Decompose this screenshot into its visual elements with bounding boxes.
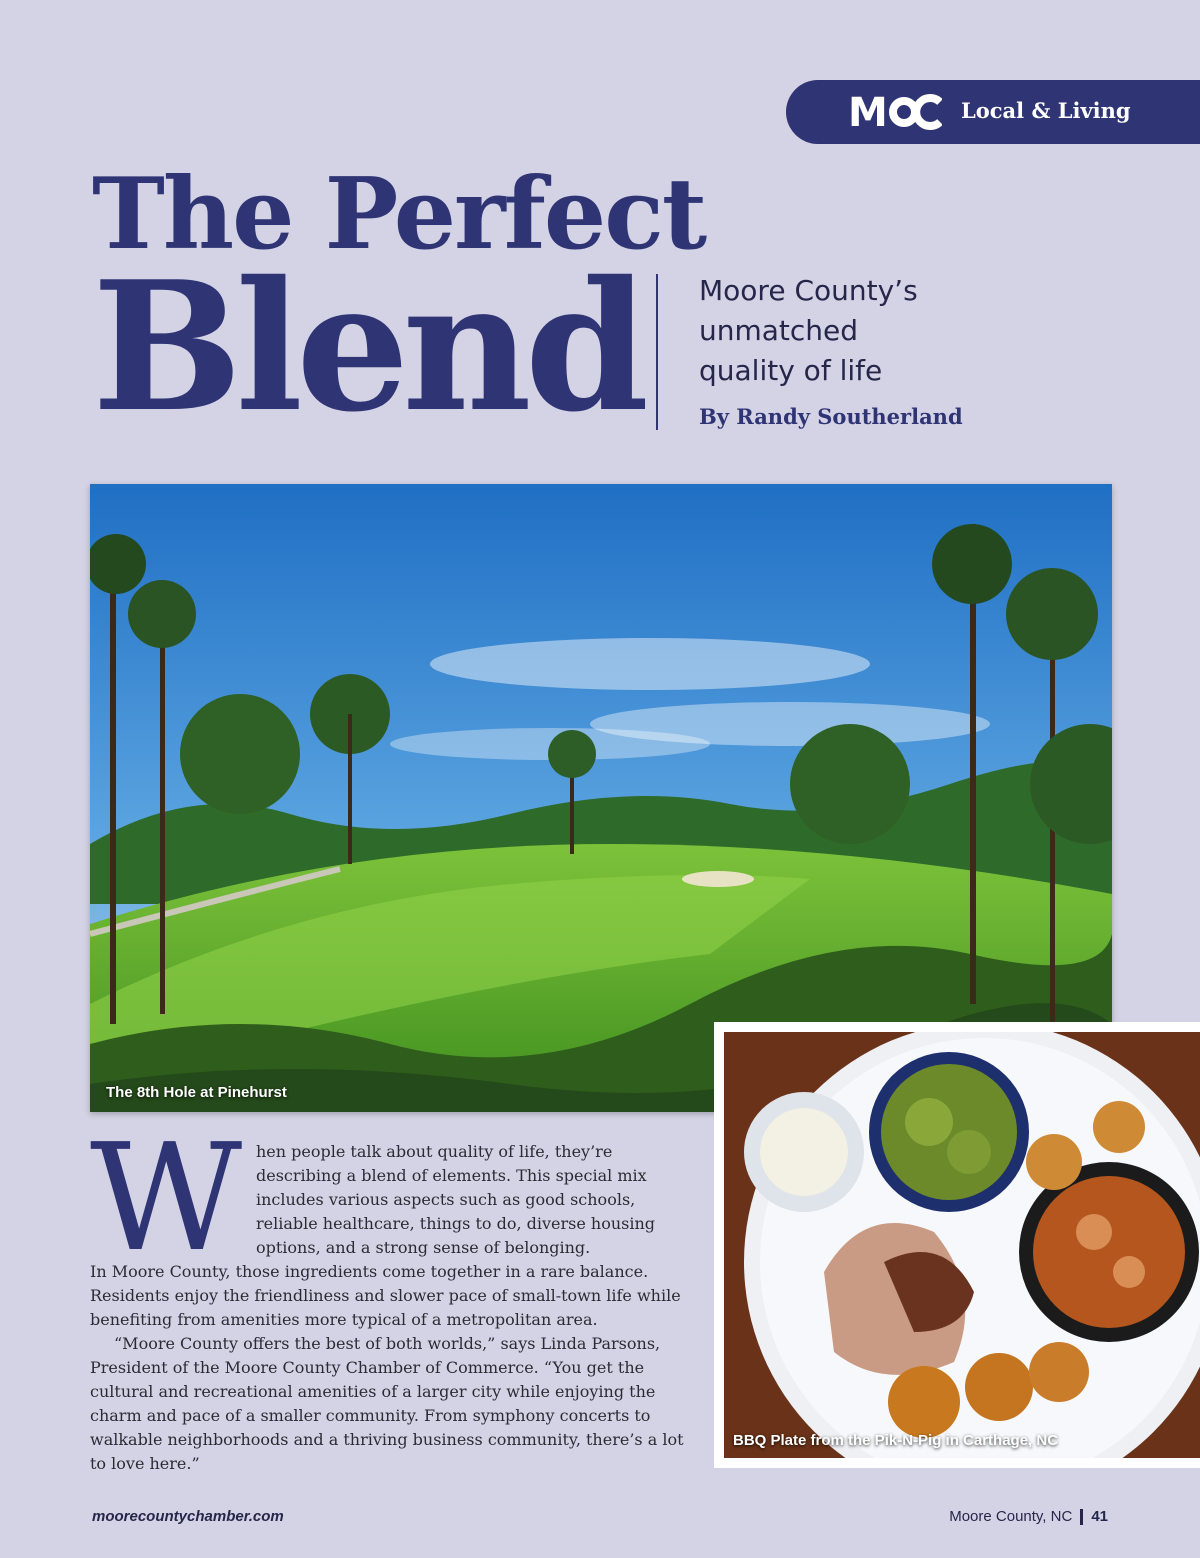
lead-line-4: reliable healthcare, things to do, diverse housing: [256, 1214, 656, 1233]
publication-name: Moore County, NC: [949, 1508, 1073, 1525]
subtitle-line-2: unmatched: [699, 314, 859, 347]
headline-line-1: The Perfect: [92, 157, 706, 272]
section-tab: [786, 80, 1200, 144]
golf-course-photo: [90, 484, 1112, 1112]
golf-photo-caption: The 8th Hole at Pinehurst: [106, 1084, 287, 1101]
food-photo-caption: BBQ Plate from the Pik-N-Pig in Carthage, NC: [733, 1432, 1059, 1449]
food-photo-frame: [714, 1022, 1200, 1468]
lead-line-2: describing a blend of elements. This special mix: [256, 1166, 647, 1185]
footer-divider: [1080, 1509, 1083, 1525]
lead-line-1: hen people talk about quality of life, they’re: [256, 1142, 613, 1161]
subtitle-line-1: Moore County’s: [699, 274, 918, 307]
lead-line-3: includes various aspects such as good schools,: [256, 1190, 636, 1209]
page-number: 41: [1091, 1508, 1108, 1525]
headline-line-2: Blend: [92, 242, 643, 451]
svg-text:M: M: [848, 92, 888, 132]
footer-publication: [949, 1508, 1108, 1525]
footer-website: moorecountychamber.com: [92, 1508, 284, 1525]
lead-line-5: options, and a strong sense of belonging.: [256, 1238, 591, 1257]
subtitle: [699, 271, 1029, 391]
title-divider: [656, 274, 658, 430]
subtitle-line-3: quality of life: [699, 354, 883, 387]
paragraph-1-continued: In Moore County, those ingredients come together in a rare balance. Residents enjoy the friendliness and slower pace of small-town life while benefiting from amenities more typical of a metropolitan area.: [90, 1262, 681, 1329]
byline: By Randy Southerland: [699, 404, 963, 429]
article-body: [90, 1260, 695, 1476]
article-lead: [256, 1140, 696, 1260]
mcc-logo: [848, 92, 942, 132]
bbq-plate-photo: [724, 1032, 1200, 1458]
paragraph-2: “Moore County offers the best of both worlds,” says Linda Parsons, President of the Moore County Chamber of Commerce. “You get the cultural and recreational amenities of a larger city while enjoying the charm and pace of a smaller community. From symphony concerts to walkable neighborhoods and a thriving business community, there’s a lot to love here.”: [90, 1334, 684, 1473]
section-label: Local & Living: [961, 98, 1131, 123]
drop-cap: W: [90, 1112, 243, 1284]
